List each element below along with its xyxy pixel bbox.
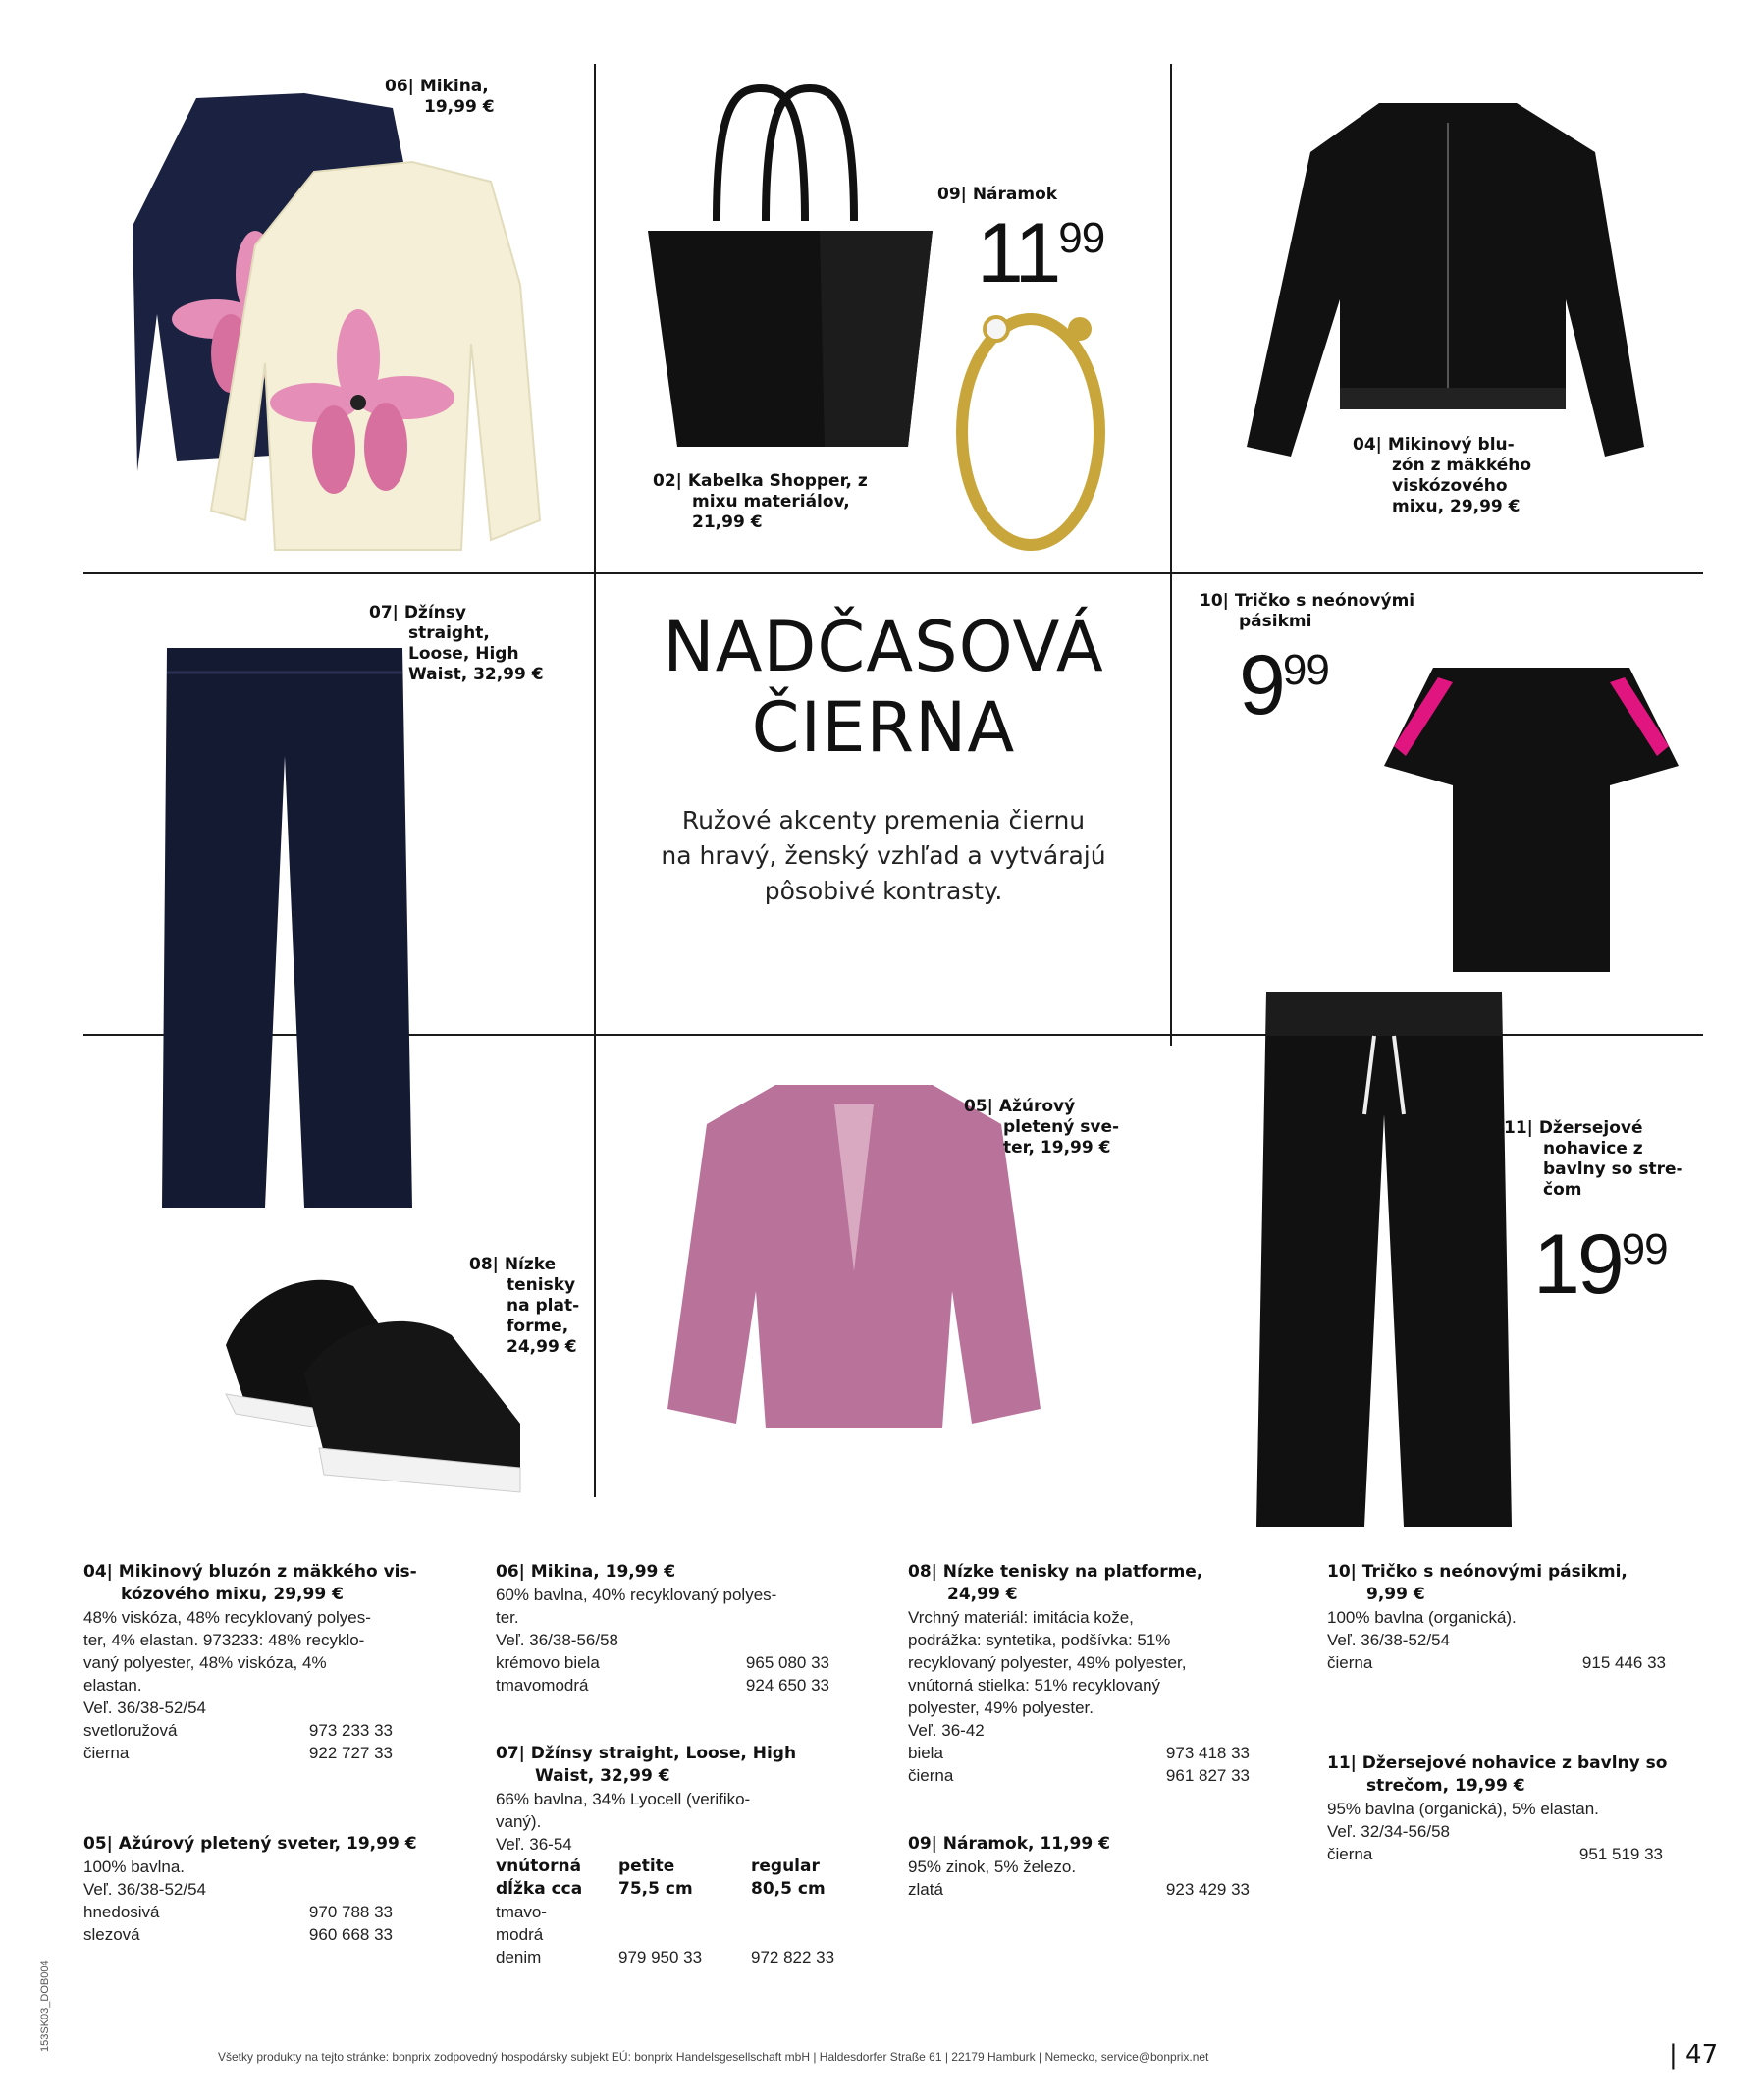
spec-title: 9,99 € xyxy=(1366,1585,1425,1604)
label-number: 02 xyxy=(653,471,676,491)
spec-article-number: 923 429 33 xyxy=(1165,1880,1250,1899)
spec-description: polyester, 49% polyester. xyxy=(908,1698,1094,1717)
label-09: 09| Náramok xyxy=(937,185,1058,204)
label-number: 08 xyxy=(469,1255,493,1274)
spec-size: Veľ. 36-42 xyxy=(908,1721,985,1740)
spec-title: 11| Džersejové nohavice z bavlny so xyxy=(1327,1753,1668,1773)
spec-description: Vrchný materiál: imitácia kože, xyxy=(908,1608,1134,1627)
label-10: 10| Tričko s neónovými pásikmi xyxy=(1200,591,1415,631)
spec-article-number: 960 668 33 xyxy=(308,1925,393,1944)
spec-article-number: 961 827 33 xyxy=(1165,1766,1250,1785)
label-text: bavlny so stre- xyxy=(1543,1159,1683,1179)
label-text: pásikmi xyxy=(1239,612,1312,631)
label-text: Džersejové xyxy=(1538,1118,1643,1138)
tshirt-image xyxy=(1384,658,1679,982)
spec-article-number: 924 650 33 xyxy=(745,1676,829,1695)
label-text: Tričko s neónovými xyxy=(1234,591,1415,611)
spec-color: tmavomodrá xyxy=(496,1676,589,1695)
spec-article-number: 965 080 33 xyxy=(745,1653,829,1672)
label-02: 02| Kabelka Shopper, z mixu materiálov, 21,99 € xyxy=(653,471,868,532)
label-text: pletený sve- xyxy=(1003,1117,1120,1137)
label-number: 06 xyxy=(385,77,408,96)
label-number: 11 xyxy=(1504,1118,1527,1138)
spec-description: ter, 4% elastan. 973233: 48% recyklo- xyxy=(83,1631,365,1649)
spec-table-header: vnútorná xyxy=(496,1857,582,1876)
spec-description: vaný). xyxy=(496,1812,542,1831)
spec-06 xyxy=(496,1561,859,1696)
spec-size: Veľ. 36/38-56/58 xyxy=(496,1631,619,1649)
label-number: 07 xyxy=(369,603,393,622)
spec-color: slezová xyxy=(83,1925,140,1944)
spec-article-number: 922 727 33 xyxy=(308,1744,393,1762)
spec-size: Veľ. 36/38-52/54 xyxy=(83,1880,207,1899)
intro-text xyxy=(609,803,1158,909)
spec-description: 95% bavlna (organická), 5% elastan. xyxy=(1327,1800,1599,1818)
price-cents: 99 xyxy=(1621,1225,1668,1273)
jeans-image xyxy=(147,638,422,1227)
spec-08 xyxy=(908,1561,1281,1787)
spec-color: čierna xyxy=(908,1766,954,1785)
spec-table-header: regular xyxy=(751,1857,820,1876)
label-text: straight, xyxy=(408,623,490,643)
label-text: nohavice z xyxy=(1543,1139,1643,1158)
spec-description: ter. xyxy=(496,1608,519,1627)
spec-description: 60% bavlna, 40% recyklovaný polyes- xyxy=(496,1586,777,1604)
spec-title: strečom, 19,99 € xyxy=(1366,1776,1525,1796)
label-text: Loose, High xyxy=(408,644,519,664)
spec-table-header: 80,5 cm xyxy=(751,1879,826,1899)
page-headline xyxy=(628,607,1139,768)
spec-title: 06| Mikina, 19,99 € xyxy=(496,1562,676,1582)
price-main: 19 xyxy=(1533,1217,1622,1312)
label-number: 10 xyxy=(1200,591,1223,611)
label-number: 09 xyxy=(937,185,961,204)
spec-color: denim xyxy=(496,1948,542,1966)
label-text: Nízke xyxy=(504,1255,557,1274)
label-text: Ažúrový xyxy=(998,1097,1076,1116)
catalog-code: 153SK03_DOB004 xyxy=(39,1960,51,2052)
spec-description: vaný polyester, 48% viskóza, 4% xyxy=(83,1653,327,1672)
spec-color: čierna xyxy=(83,1744,130,1762)
price-cents: 99 xyxy=(1282,646,1329,694)
spec-size: Veľ. 36/38-52/54 xyxy=(83,1698,207,1717)
intro-line-1: Ružové akcenty premenia čiernu xyxy=(681,806,1086,835)
spec-description: podrážka: syntetika, podšívka: 51% xyxy=(908,1631,1171,1649)
spec-description: elastan. xyxy=(83,1676,142,1695)
spec-description: 48% viskóza, 48% recyklovaný polyes- xyxy=(83,1608,371,1627)
spec-table-header: 75,5 cm xyxy=(618,1879,693,1899)
label-05: 05| Ažúrový pletený sve- ter, 19,99 € xyxy=(964,1097,1120,1158)
legal-footer: Všetky produkty na tejto stránke: bonprix zodpovedný hospodársky subjekt EÚ: bonprix Handelsgesellschaft mbH | Haldesdorfer Straße 61 | 22179 Hamburk | Nemecko, service@bonprix.net xyxy=(218,2050,1209,2064)
label-text: 19,99 € xyxy=(424,97,495,117)
spec-description: recyklovaný polyester, 49% polyester, xyxy=(908,1653,1187,1672)
label-number: 04 xyxy=(1353,435,1376,455)
spec-color: čierna xyxy=(1327,1845,1373,1863)
label-text: zón z mäkkého xyxy=(1392,456,1532,475)
spec-table-header: petite xyxy=(618,1857,675,1876)
label-text: Kabelka Shopper, z xyxy=(687,471,868,491)
headline-line-1: NADČASOVÁ xyxy=(663,607,1104,687)
label-text: viskózového xyxy=(1392,476,1508,496)
label-text: Náramok xyxy=(972,185,1058,204)
spec-10 xyxy=(1327,1561,1710,1674)
bracelet-image xyxy=(942,304,1119,560)
spec-07 xyxy=(496,1743,869,1968)
joggers-image xyxy=(1247,987,1521,1536)
label-text: mixu, 29,99 € xyxy=(1392,497,1521,516)
grid-line-horizontal-top xyxy=(83,572,1703,574)
spec-article-number: 915 446 33 xyxy=(1581,1653,1666,1672)
intro-line-2: na hravý, ženský vzhľad a vytvárajú xyxy=(661,841,1106,870)
spec-article-number: 973 418 33 xyxy=(1165,1744,1250,1762)
label-text: čom xyxy=(1543,1180,1582,1200)
spec-article-number: 970 788 33 xyxy=(308,1903,393,1921)
spec-color: modrá xyxy=(496,1925,544,1944)
price-main: 11 xyxy=(977,206,1059,300)
label-04: 04| Mikinový blu- zón z mäkkého viskózového mixu, 29,99 € xyxy=(1353,435,1532,516)
spec-title: 24,99 € xyxy=(947,1585,1018,1604)
label-text: Džínsy xyxy=(403,603,466,622)
spec-11 xyxy=(1327,1752,1710,1865)
spec-title: 07| Džínsy straight, Loose, High xyxy=(496,1744,797,1763)
spec-05 xyxy=(83,1833,447,1946)
spec-color: zlatá xyxy=(908,1880,943,1899)
spec-description: vnútorná stielka: 51% recyklovaný xyxy=(908,1676,1161,1695)
spec-title: 04| Mikinový bluzón z mäkkého vis- xyxy=(83,1562,417,1582)
label-text: tenisky xyxy=(507,1275,576,1295)
label-text: Mikina, xyxy=(419,77,489,96)
spec-length-table xyxy=(496,1856,869,1901)
spec-article-number: 979 950 33 xyxy=(618,1948,703,1966)
intro-line-3: pôsobivé kontrasty. xyxy=(764,877,1003,905)
label-text: ter, 19,99 € xyxy=(1003,1138,1111,1158)
label-08: 08| Nízke tenisky na plat- forme, 24,99 € xyxy=(469,1255,580,1357)
spec-size: Veľ. 32/34-56/58 xyxy=(1327,1822,1451,1841)
label-11: 11| Džersejové nohavice z bavlny so stre- čom xyxy=(1504,1118,1683,1200)
label-07: 07| Džínsy straight, Loose, High Waist, 32,99 € xyxy=(369,603,544,684)
spec-description: 100% bavlna (organická). xyxy=(1327,1608,1517,1627)
label-text: 21,99 € xyxy=(692,512,763,532)
grid-line-vertical-left xyxy=(594,64,596,1497)
spec-color: čierna xyxy=(1327,1653,1373,1672)
spec-article-number: 951 519 33 xyxy=(1578,1845,1663,1863)
spec-color: svetloružová xyxy=(83,1721,178,1740)
headline-line-2: ČIERNA xyxy=(751,687,1016,768)
spec-description: 100% bavlna. xyxy=(83,1858,186,1876)
spec-color: tmavo- xyxy=(496,1903,547,1921)
label-text: mixu materiálov, xyxy=(692,492,850,512)
spec-09 xyxy=(908,1833,1281,1901)
price-09 xyxy=(977,206,1105,300)
spec-color: biela xyxy=(908,1744,943,1762)
spec-color: krémovo biela xyxy=(496,1653,600,1672)
spec-table-header: dĺžka cca xyxy=(496,1879,583,1899)
price-cents: 99 xyxy=(1058,214,1105,262)
spec-title: 10| Tričko s neónovými pásikmi, xyxy=(1327,1562,1628,1582)
spec-title: 05| Ažúrový pletený sveter, 19,99 € xyxy=(83,1834,417,1854)
spec-description: 66% bavlna, 34% Lyocell (verifiko- xyxy=(496,1790,751,1808)
price-main: 9 xyxy=(1239,638,1283,732)
spec-04 xyxy=(83,1561,447,1764)
label-text: forme, xyxy=(507,1317,569,1336)
price-10 xyxy=(1239,638,1329,732)
label-number: 05 xyxy=(964,1097,987,1116)
label-text: Mikinový blu- xyxy=(1387,435,1515,455)
price-11 xyxy=(1533,1217,1668,1312)
spec-title: 08| Nízke tenisky na platforme, xyxy=(908,1562,1203,1582)
spec-article-number: 973 233 33 xyxy=(308,1721,393,1740)
spec-title: 09| Náramok, 11,99 € xyxy=(908,1834,1110,1854)
spec-article-number: 972 822 33 xyxy=(751,1948,835,1966)
sweatshirt-image xyxy=(118,88,579,560)
label-06: 06| Mikina, 19,99 € xyxy=(385,77,495,117)
spec-description: 95% zinok, 5% železo. xyxy=(908,1858,1077,1876)
page-number: | 47 xyxy=(1669,2040,1719,2070)
label-text: 24,99 € xyxy=(507,1337,577,1357)
spec-size: Veľ. 36-54 xyxy=(496,1835,572,1854)
spec-color: hnedosivá xyxy=(83,1903,160,1921)
spec-size: Veľ. 36/38-52/54 xyxy=(1327,1631,1451,1649)
label-text: na plat- xyxy=(507,1296,580,1316)
spec-title: kózového mixu, 29,99 € xyxy=(121,1585,344,1604)
shopper-bag-image xyxy=(638,83,942,457)
spec-title: Waist, 32,99 € xyxy=(535,1766,670,1786)
grid-line-vertical-right xyxy=(1170,64,1172,1046)
label-text: Waist, 32,99 € xyxy=(408,665,544,684)
